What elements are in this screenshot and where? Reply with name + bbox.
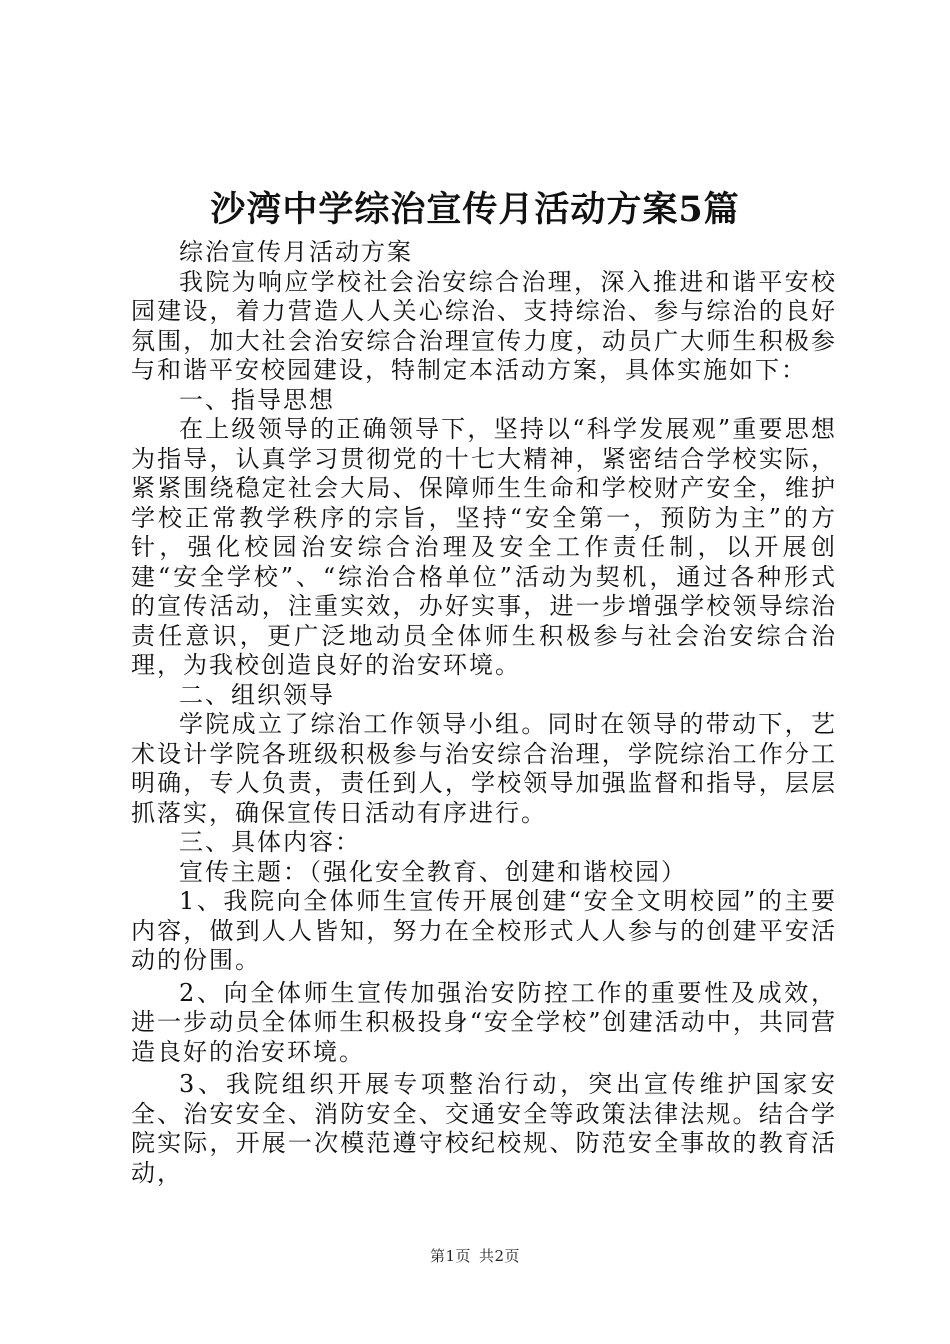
page-footer [0,1245,950,1266]
document-body [131,238,837,1188]
list-item: 3、我院组织开展专项整治行动，突出宣传维护国家安全、治安安全、消防安全、交通安全等政策法律法规。结合学院实际，开展一次模范遵守校纪校规、防范安全事故的教育活动， [131,1070,837,1187]
page-total: 共2页 [479,1247,521,1265]
section-heading: 二、组织领导 [179,680,335,709]
list-item: 1、我院向全体师生宣传开展创建“安全文明校园”的主要内容，做到人人皆知，努力在全校形式人人参与的创建平安活动的份围。 [131,887,837,974]
section-heading: 三、具体内容： [179,828,361,856]
section-heading: 一、指导思想 [179,385,335,414]
paragraph: 学院成立了综治工作领导小组。同时在领导的带动下，艺术设计学院各班级积极参与治安综合治理，学院综治工作分工明确，专人负责，责任到人，学校领导加强监督和指导，层层抓落实，确保宣传日活动有序进行。 [131,710,837,827]
paragraph-theme: 宣传主题：（强化安全教育、创建和谐校园） [179,857,687,886]
list-item: 2、向全体师生宣传加强治安防控工作的重要性及成效，进一步动员全体师生积极投身“安全学校”创建活动中，共同营造良好的治安环境。 [131,978,837,1066]
page-number: 第1页 [429,1247,471,1265]
paragraph: 在上级领导的正确领导下，坚持以“科学发展观”重要思想为指导，认真学习贯彻党的十七大精神，紧密结合学校实际，紧紧围绕稳定社会大局、保障师生生命和学校财产安全，维护学校正常教学秩序的宗旨，坚持“安全第一，预防为主”的方针，强化校园治安综合治理及安全工作责任制，以开展创建“安全学校”、“综治合格单位”活动为契机，通过各种形式的宣传活动，注重实效，办好实事，进一步增强学校领导综治责任意识，更广泛地动员全体师生积极参与社会治安综合治理，为我校创造良好的治安环境。 [131,415,837,679]
document-title: 沙湾中学综治宣传月活动方案5篇 [210,189,740,230]
paragraph-intro: 我院为响应学校社会治安综合治理，深入推进和谐平安校园建设，着力营造人人关心综治、支持综治、参与综治的良好氛围，加大社会治安综合治理宣传力度，动员广大师生积极参与和谐平安校园建设，特制定本活动方案，具体实施如下： [131,267,837,384]
paragraph-heading: 综治宣传月活动方案 [179,238,413,266]
